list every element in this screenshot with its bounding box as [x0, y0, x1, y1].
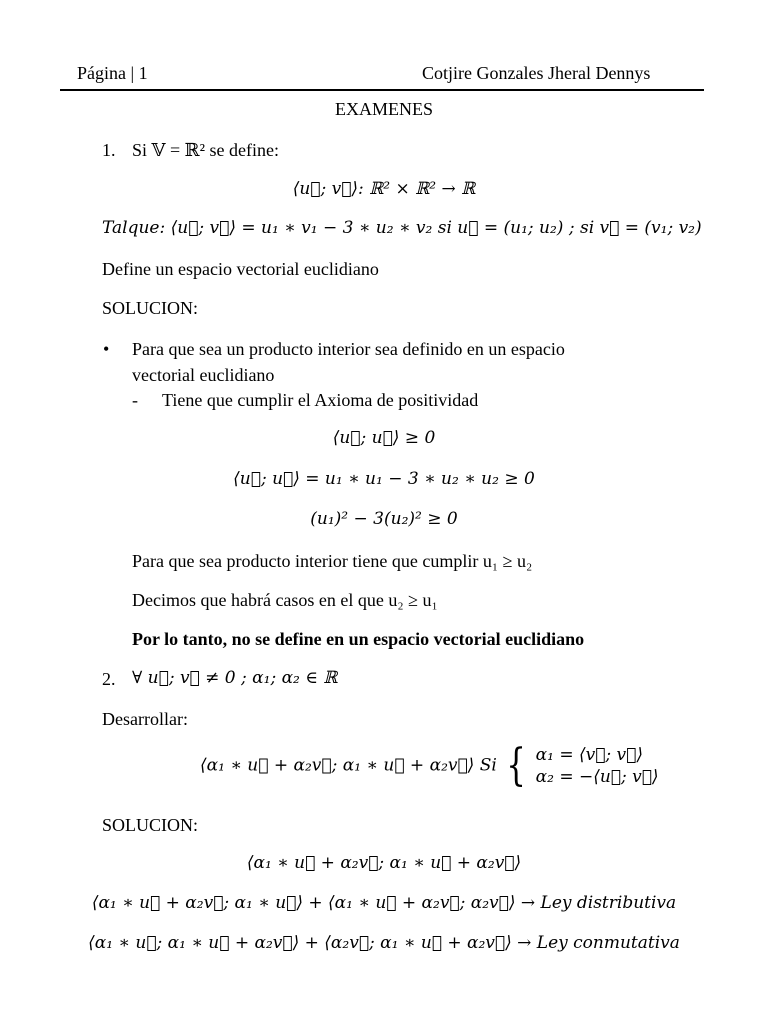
condition-1: Para que sea producto interior tiene que cumplir u₁ ≥ u₂	[132, 551, 533, 571]
problem-1-solucion-label: SOLUCION:	[102, 298, 199, 318]
solution-step-3: ⟨α₁ ∗ u⃗; α₁ ∗ u⃗ + α₂v⃗⟩ + ⟨α₂v⃗; α₁ ∗ u⃗ + α₂v⃗⟩ → Ley conmutativa	[88, 933, 680, 953]
equation-positivity: ⟨u⃗; u⃗⟩ ≥ 0	[332, 428, 436, 448]
problem-2-task: Desarrollar:	[102, 709, 188, 729]
problem-2-statement: ∀ u⃗; v⃗ ≠ 0 ; α₁; α₂ ∈ ℝ	[132, 668, 338, 688]
problem-1-statement: Si 𝕍 = ℝ² se define:	[132, 140, 279, 160]
equation-squares: (u₁)² − 3(u₂)² ≥ 0	[310, 509, 458, 529]
problem-2-expression	[200, 740, 659, 792]
problem-2-inner-product: ⟨α₁ ∗ u⃗ + α₂v⃗; α₁ ∗ u⃗ + α₂v⃗⟩ Si	[200, 755, 497, 776]
document-title: EXAMENES	[335, 99, 433, 119]
problem-1-conclusion: Por lo tanto, no se define en un espacio vectorial euclidiano	[132, 629, 585, 649]
bullet-marker: •	[103, 339, 110, 359]
author-name: Cotjire Gonzales Jheral Dennys	[422, 63, 651, 83]
dash-text: Tiene que cumplir el Axioma de positividad	[162, 390, 479, 410]
bullet-text-line-1: Para que sea un producto interior sea definido en un espacio	[132, 339, 565, 359]
problem-1-definition: Talque: ⟨u⃗; v⃗⟩ = u₁ ∗ v₁ − 3 ∗ u₂ ∗ v₂ si u⃗ = (u₁; u₂) ; si v⃗ = (v₁; v₂)	[102, 218, 702, 238]
problem-1-mapping: ⟨u⃗; v⃗⟩: ℝ² × ℝ² → ℝ	[292, 179, 476, 199]
equation-expansion: ⟨u⃗; u⃗⟩ = u₁ ∗ u₁ − 3 ∗ u₂ ∗ u₂ ≥ 0	[233, 469, 535, 489]
page-number-label: Página | 1	[77, 63, 148, 83]
left-brace-icon: {	[506, 740, 527, 792]
solution-step-1: ⟨α₁ ∗ u⃗ + α₂v⃗; α₁ ∗ u⃗ + α₂v⃗⟩	[246, 853, 522, 873]
dash-marker: -	[132, 390, 138, 410]
case-alpha-1: α₁ = ⟨v⃗; v⃗⟩	[535, 745, 643, 765]
problem-1-number: 1.	[102, 140, 116, 160]
header-divider	[60, 89, 704, 91]
case-alpha-2: α₂ = −⟨u⃗; v⃗⟩	[535, 767, 659, 788]
problem-2-cases	[536, 744, 659, 788]
condition-2: Decimos que habrá casos en el que u₂ ≥ u₁	[132, 590, 438, 610]
problem-2-number: 2.	[102, 669, 116, 689]
problem-2-solucion-label: SOLUCION:	[102, 815, 199, 835]
bullet-text-line-2: vectorial euclidiano	[132, 365, 275, 385]
problem-1-task: Define un espacio vectorial euclidiano	[102, 259, 379, 279]
solution-step-2: ⟨α₁ ∗ u⃗ + α₂v⃗; α₁ ∗ u⃗⟩ + ⟨α₁ ∗ u⃗ + α₂v⃗; α₂v⃗⟩ → Ley distributiva	[91, 893, 677, 913]
